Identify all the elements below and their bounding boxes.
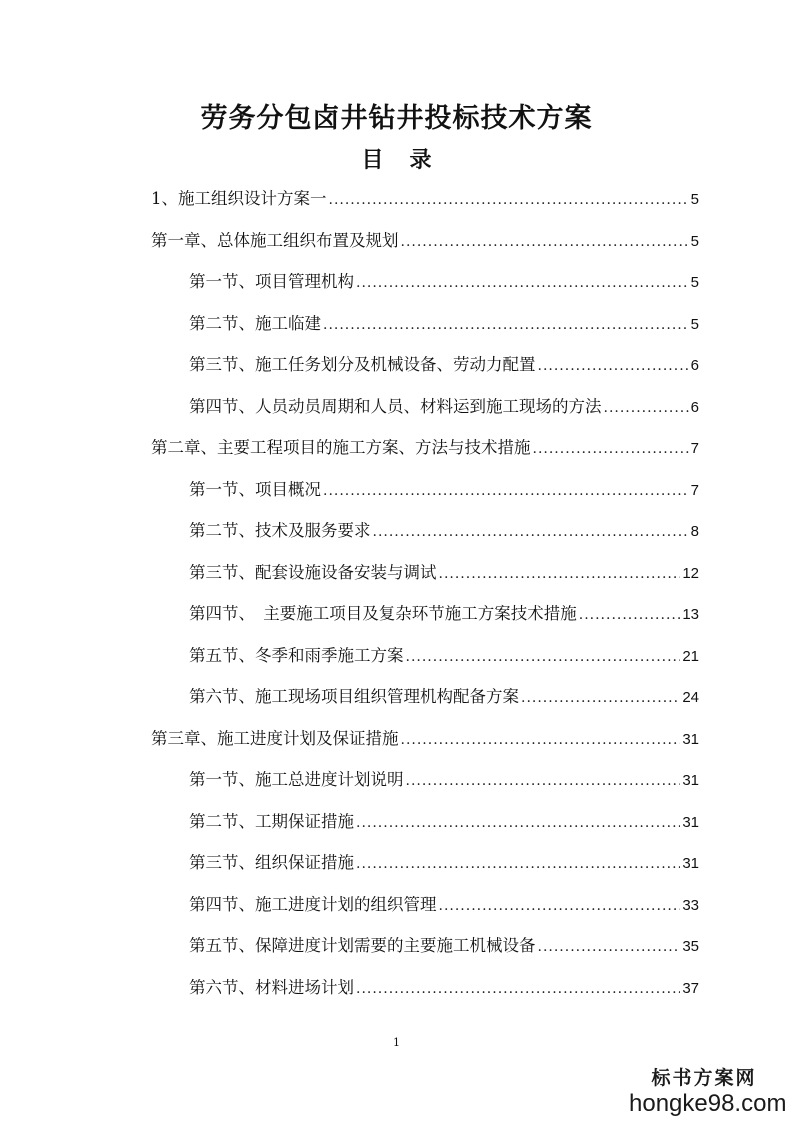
toc-entry-label: 第二节、技术及服务要求 <box>189 521 371 540</box>
toc-entry-label: 第六节、施工现场项目组织管理机构配备方案 <box>189 687 519 706</box>
toc-leader-dots <box>538 346 689 388</box>
toc-entry-page: 8 <box>690 523 699 540</box>
toc-entry[interactable] <box>0 759 793 801</box>
page-number: 1 <box>393 1036 400 1049</box>
toc-entry-label: 第一节、项目概况 <box>189 479 321 499</box>
toc-leader-dots <box>356 803 680 845</box>
toc-entry-label: 第三章、施工进度计划及保证措施 <box>151 728 399 748</box>
toc-entry-label: 第六节、材料进场计划 <box>189 977 354 997</box>
toc-entry-label: 第四节、 主要施工项目及复杂环节施工方案技术措施 <box>189 604 577 623</box>
toc-entry[interactable] <box>0 303 793 345</box>
toc-leader-dots <box>538 927 681 969</box>
toc-leader-dots <box>406 637 681 679</box>
toc-leader-dots <box>329 180 689 222</box>
toc-entry[interactable] <box>0 469 793 511</box>
toc-leader-dots <box>356 844 680 886</box>
toc-entry-page: 5 <box>690 191 699 208</box>
toc-entry[interactable] <box>0 718 793 760</box>
toc-entry-page: 31 <box>682 855 699 872</box>
toc-entry[interactable] <box>0 510 793 552</box>
toc-leader-dots <box>373 512 689 554</box>
toc-entry[interactable] <box>0 386 793 428</box>
toc-entry-page: 13 <box>682 606 699 623</box>
toc-entry-page: 31 <box>682 730 699 748</box>
toc-entry-label: 1、施工组织设计方案一 <box>151 189 327 208</box>
toc-leader-dots <box>439 886 681 928</box>
toc-entry[interactable] <box>0 344 793 386</box>
toc-leader-dots <box>579 595 681 637</box>
toc-entry-label: 第五节、保障进度计划需要的主要施工机械设备 <box>189 936 536 955</box>
toc-entry[interactable] <box>0 220 793 262</box>
toc-entry-page: 31 <box>682 772 699 789</box>
toc-entry[interactable] <box>0 178 793 220</box>
toc-entry-label: 第三节、施工任务划分及机械设备、劳动力配置 <box>189 355 536 374</box>
toc-entry-page: 5 <box>690 274 699 291</box>
toc-entry-page: 7 <box>690 440 699 457</box>
toc-entry[interactable] <box>0 552 793 594</box>
toc-entry[interactable] <box>0 884 793 926</box>
toc-entry[interactable] <box>0 801 793 843</box>
toc-entry[interactable] <box>0 593 793 635</box>
toc-entry-label: 第二节、工期保证措施 <box>189 811 354 831</box>
toc-entry-label: 第四节、施工进度计划的组织管理 <box>189 894 437 914</box>
toc-entry-label: 第四节、人员动员周期和人员、材料运到施工现场的方法 <box>189 396 602 416</box>
toc-entry-page: 31 <box>682 813 699 831</box>
toc-entry-label: 第一节、施工总进度计划说明 <box>189 770 404 789</box>
toc-entry-page: 33 <box>682 896 699 914</box>
toc-heading <box>0 143 793 174</box>
toc-entry-label: 第三节、配套设施设备安装与调试 <box>189 562 437 582</box>
toc-entry[interactable] <box>0 676 793 718</box>
toc-entry-label: 第五节、冬季和雨季施工方案 <box>189 645 404 665</box>
toc-leader-dots <box>533 429 689 471</box>
toc-leader-dots <box>401 720 681 762</box>
toc-entry-page: 37 <box>682 979 699 997</box>
toc-heading-char-2: 录 <box>409 147 432 173</box>
document-title: 劳务分包卤井钻井投标技术方案 <box>200 103 593 134</box>
toc-entry-label: 第二章、主要工程项目的施工方案、方法与技术措施 <box>151 438 531 457</box>
toc-leader-dots <box>356 969 680 1011</box>
watermark <box>629 1067 787 1117</box>
toc-entry-page: 35 <box>682 938 699 955</box>
toc-entry-page: 7 <box>690 481 699 499</box>
toc-leader-dots <box>406 761 681 803</box>
toc-leader-dots <box>521 678 680 720</box>
toc-entry[interactable] <box>0 925 793 967</box>
watermark-url: hongke98.com <box>629 1090 787 1117</box>
toc-leader-dots <box>439 554 681 596</box>
table-of-contents <box>0 178 793 1008</box>
toc-entry-label: 第一章、总体施工组织布置及规划 <box>151 230 399 250</box>
toc-entry-page: 5 <box>690 232 699 250</box>
toc-leader-dots <box>323 471 689 513</box>
toc-leader-dots <box>323 305 689 347</box>
toc-entry-label: 第一节、项目管理机构 <box>189 272 354 291</box>
toc-entry[interactable] <box>0 635 793 677</box>
toc-entry-label: 第二节、施工临建 <box>189 313 321 333</box>
toc-entry-page: 21 <box>682 647 699 665</box>
toc-entry-page: 12 <box>682 564 699 582</box>
watermark-site-name: 标书方案网 <box>651 1067 757 1089</box>
toc-entry-page: 24 <box>682 689 699 706</box>
toc-leader-dots <box>401 222 689 264</box>
toc-entry[interactable] <box>0 967 793 1009</box>
toc-entry-page: 6 <box>690 357 699 374</box>
toc-entry[interactable] <box>0 842 793 884</box>
toc-entry[interactable] <box>0 261 793 303</box>
toc-leader-dots <box>356 263 689 305</box>
toc-entry-label: 第三节、组织保证措施 <box>189 853 354 872</box>
toc-leader-dots <box>604 388 689 430</box>
toc-entry-page: 5 <box>690 315 699 333</box>
toc-entry[interactable] <box>0 427 793 469</box>
toc-entry-page: 6 <box>690 398 699 416</box>
toc-heading-char-1: 目 <box>361 147 384 173</box>
